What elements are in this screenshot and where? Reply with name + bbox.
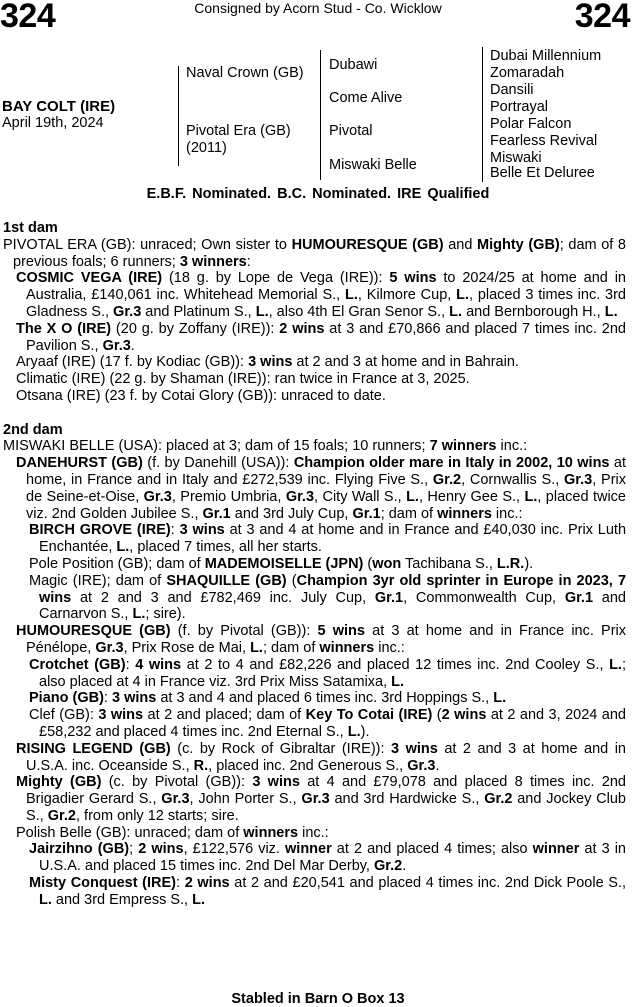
text: , Henry Gee S., (418, 488, 525, 505)
pedigree-entry (16, 270, 626, 320)
bold-text: Gr.1 (564, 589, 594, 606)
text: to 2024/25 at home and in Australia, £140,061 inc. Whitehead Memorial S., (26, 270, 626, 304)
text: Tachibana S., (401, 555, 497, 572)
bold-text: R. (193, 757, 209, 774)
pedigree-entry (16, 388, 626, 405)
horse-dob: April 19th, 2024 (2, 115, 104, 131)
bold-text: L. (344, 287, 358, 304)
text: and Bernborough H., (462, 303, 605, 320)
pedigree-entry (16, 741, 626, 775)
text: and 3rd Empress S., (51, 891, 193, 908)
pedigree-divider (178, 66, 179, 166)
text: , Cornwallis S., (461, 471, 565, 488)
text: Climatic (IRE) (22 g. by Shaman (IRE)): ran twice in France at 3, 2025. (16, 371, 470, 388)
lot-number-right: 324 (574, 0, 630, 35)
text: : (170, 522, 180, 539)
bold-text: Jairzihno (GB) (29, 841, 130, 858)
text: , Premio Umbria, (171, 488, 286, 505)
nominations: E.B.F. Nominated. B.C. Nominated. IRE Qualified (146, 186, 490, 202)
bold-text: 3 wins (179, 522, 225, 539)
pedigree-entry (29, 573, 626, 623)
text: : (125, 656, 136, 673)
bold-text: 2 wins (279, 320, 325, 337)
bold-text: Gr.2 (47, 807, 76, 824)
bold-text: L. (192, 891, 206, 908)
pedigree-entry (16, 455, 626, 522)
text: at 3 in U.S.A. and placed 15 times inc. 2nd Del Mar Derby, (39, 841, 626, 875)
bold-text: BIRCH GROVE (IRE) (29, 522, 171, 539)
text: at 3 and 4 and placed 6 times inc. 3rd Hoppings S., (156, 690, 494, 707)
bold-text: L. (391, 673, 405, 690)
text: , Prix Rose de Mai, (123, 639, 251, 656)
pedigree-entry (16, 774, 626, 824)
bold-text: Gr.2 (484, 791, 513, 808)
text: Clef (GB): (29, 707, 99, 724)
bold-text: Mighty (GB) (477, 236, 560, 253)
bold-text: HUMOURESQUE (GB) (291, 236, 444, 253)
text: , £122,576 viz. (183, 841, 286, 858)
text: ). (360, 723, 370, 740)
pedigree-entry (16, 825, 626, 842)
text: ; (129, 841, 139, 858)
bold-text: Champion older mare in Italy in 2002, 10 wins (293, 455, 610, 472)
bold-text: L.R. (496, 555, 525, 572)
bold-text: MADEMOISELLE (JPN) (204, 555, 364, 572)
bold-text: winner (285, 841, 332, 858)
text: ; sire). (145, 606, 186, 623)
bold-text: L. (116, 539, 130, 556)
pedigree-sire: Naval Crown (GB) (186, 65, 304, 81)
text: (f. by Pivotal (GB)): (170, 623, 318, 640)
bold-text: The X O (IRE) (16, 320, 112, 337)
bold-text: 3 wins (111, 690, 157, 707)
text: at home, in France and in Italy and £272,539 inc. Flying Five S., (26, 455, 626, 488)
pedigree-dam: Pivotal Era (GB) (2011) (186, 123, 291, 156)
text: (f. by Danehill (USA)): (142, 455, 294, 472)
text: (c. by Rock of Gibraltar (IRE)): (170, 740, 392, 757)
pedigree-sire-dam: Come Alive (329, 90, 403, 106)
bold-text: 5 wins (317, 623, 365, 640)
pedigree-entry (16, 623, 626, 657)
bold-text: L. (524, 488, 538, 505)
text: , placed 3 times inc. 3rd Gladness S., (26, 287, 626, 320)
text: : (246, 253, 251, 270)
text: at 2 and placed; dam of (143, 707, 306, 724)
stabling-info: Stabled in Barn O Box 13 (231, 991, 405, 1007)
bold-text: 2 wins (441, 707, 487, 724)
bold-text: won (372, 555, 402, 572)
text: ; dam of (380, 505, 438, 522)
bold-text: Gr.1 (374, 589, 404, 606)
text: at 2 and 3 and £782,469 inc. July Cup, (71, 589, 375, 606)
pedigree-entry (29, 875, 626, 909)
text: at 2 and £20,541 and placed 4 times inc. 2nd Dick Poole S., (229, 875, 627, 892)
bold-text: RISING LEGEND (GB) (16, 740, 171, 757)
text: at 2 and 3, 2024 and £58,232 and placed 4 times inc. 2nd Eternal S., (39, 707, 626, 740)
horse-name: BAY COLT (IRE) (2, 98, 116, 115)
bold-text: 2 wins (184, 875, 230, 892)
bold-text: DANEHURST (GB) (16, 455, 143, 472)
text: PIVOTAL ERA (GB): unraced; Own sister to (3, 236, 292, 253)
text: . (130, 337, 135, 354)
text: . (402, 858, 407, 875)
bold-text: Champion 3yr old sprinter in Europe in 2023, 7 wins (39, 572, 627, 606)
bold-text: Gr.2 (374, 858, 403, 875)
pedigree-entry (29, 841, 626, 875)
pedigree-g3: Polar Falcon (490, 116, 572, 132)
bold-text: L. (132, 606, 146, 623)
bold-text: COSMIC VEGA (IRE) (16, 270, 163, 287)
bold-text: L. (456, 287, 469, 304)
pedigree-entry (29, 657, 626, 691)
text: at 2 and placed 4 times; also (331, 841, 533, 858)
bold-text: 3 wins (391, 740, 438, 757)
text: Pole Position (GB); dam of (29, 555, 205, 572)
bold-text: winner (532, 841, 580, 858)
bold-text: L. (449, 303, 463, 320)
pedigree-sire-sire: Dubawi (329, 57, 378, 73)
bold-text: 3 wins (98, 707, 144, 724)
bold-text: winners (243, 824, 299, 841)
pedigree-entry (29, 690, 626, 707)
text: at 3 at home and in France inc. Prix Pénélope, (26, 623, 627, 656)
text: : (176, 875, 185, 892)
pedigree-dam-sire: Pivotal (329, 123, 373, 139)
bold-text: Mighty (GB) (16, 774, 102, 791)
text: Magic (IRE); dam of (29, 572, 167, 589)
bold-text: 5 wins (389, 270, 437, 287)
text: , Prix de Seine-et-Oise, (26, 471, 626, 505)
pedigree-g3: Portrayal (490, 99, 549, 115)
text: , placed twice viz. 2nd Golden Jubilee S., (26, 488, 626, 522)
bold-text: winners (319, 639, 375, 656)
bold-text: Gr.1 (352, 505, 381, 522)
bold-text: L. (604, 303, 618, 320)
text: ( (286, 572, 297, 589)
bold-text: 4 wins (135, 656, 182, 673)
bold-text: Gr.3 (301, 791, 330, 808)
bold-text: Gr.3 (161, 791, 190, 808)
text: at 2 and 3 at home and in Bahrain. (292, 354, 519, 371)
pedigree-notes (3, 220, 626, 909)
text: at 2 to 4 and £82,226 and placed 12 times inc. 2nd Cooley S., (181, 656, 610, 673)
pedigree-g3: Fearless Revival (490, 133, 598, 149)
bold-text: L. (406, 488, 419, 505)
pedigree-entry (16, 371, 626, 388)
pedigree-entry (29, 556, 626, 573)
text: ; dam of (262, 639, 320, 656)
text: and 3rd July Cup, (230, 505, 353, 522)
text: (c. by Pivotal (GB)): (101, 774, 253, 791)
bold-text: Piano (GB) (29, 690, 104, 707)
text: at 3 and 4 at home and in France and £40,030 inc. Prix Luth Enchantée, (39, 522, 627, 556)
pedigree-g3: Zomaradah (490, 65, 565, 81)
text: and 3rd Hardwicke S., (329, 791, 485, 808)
bold-text: 3 wins (248, 354, 293, 371)
bold-text: L. (347, 723, 361, 740)
text: , placed 7 times, all her starts. (129, 539, 322, 556)
text: , City Wall S., (314, 488, 407, 505)
pedigree-g3: Dansili (490, 82, 534, 98)
pedigree-g3: Belle Et Deluree (490, 165, 595, 181)
text: Aryaaf (IRE) (17 f. by Kodiac (GB)): (16, 354, 249, 371)
pedigree-divider (482, 47, 483, 182)
text: inc.: (374, 639, 405, 656)
bold-text: Gr.3 (285, 488, 315, 505)
bold-text: Gr.1 (202, 505, 231, 522)
pedigree-dam-dam: Miswaki Belle (329, 157, 417, 173)
bold-text: 3 wins (252, 774, 300, 791)
text: : (103, 690, 112, 707)
section-gap (3, 405, 626, 422)
consignor: Consigned by Acorn Stud - Co. Wicklow (194, 0, 442, 16)
text: and Jockey Club S., (26, 791, 626, 824)
text: inc.: (491, 505, 523, 522)
bold-text: Crotchet (GB) (29, 656, 126, 673)
pedigree-g3: Dubai Millennium (490, 48, 602, 64)
section-heading: 2nd dam (3, 421, 63, 438)
bold-text: Gr.2 (432, 471, 462, 488)
pedigree-entry (3, 438, 626, 455)
text: at 3 and £70,866 and placed 7 times inc. 2nd Pavilion S., (26, 320, 626, 354)
bold-text: Gr.3 (407, 757, 436, 774)
text: ). (524, 555, 534, 572)
text: , from only 12 starts; sire. (75, 807, 239, 824)
bold-text: Gr.3 (113, 303, 142, 320)
bold-text: 2 wins (138, 841, 184, 858)
lot-number-left: 324 (0, 0, 56, 35)
bold-text: 3 winners (179, 253, 247, 270)
text: , placed inc. 2nd Generous S., (208, 757, 408, 774)
text: inc.: (496, 438, 528, 455)
text: and Platinum S., (141, 303, 256, 320)
text: MISWAKI BELLE (USA): placed at 3; dam of 15 foals; 10 runners; (3, 438, 430, 455)
text: . (435, 757, 440, 774)
text: ( (363, 555, 373, 572)
pedigree-entry (29, 522, 626, 556)
text: and Carnarvon S., (39, 589, 626, 623)
text: ; also placed at 4 in France viz. 3rd Prix Miss Satamixa, (39, 656, 626, 690)
pedigree-divider (320, 50, 321, 180)
section-heading: 1st dam (3, 220, 58, 236)
bold-text: L. (255, 303, 269, 320)
bold-text: Gr.3 (143, 488, 172, 505)
bold-text: HUMOURESQUE (GB) (16, 623, 171, 640)
text: ( (432, 707, 442, 724)
pedigree-entry (16, 354, 626, 371)
text: (20 g. by Zoffany (IRE)): (111, 320, 280, 337)
text: at 4 and £79,078 and placed 8 times inc. 2nd Brigadier Gerard S., (26, 774, 626, 808)
bold-text: Misty Conquest (IRE) (29, 875, 177, 892)
text: , Commonwealth Cup, (403, 589, 565, 606)
text: , also 4th El Gran Senor S., (268, 303, 450, 320)
bold-text: L. (250, 639, 263, 656)
bold-text: 7 winners (429, 438, 497, 455)
pedigree-entry (29, 707, 626, 741)
text: and (443, 236, 478, 253)
text: at 2 and 3 at home and in U.S.A. inc. Oceanside S., (26, 740, 626, 774)
bold-text: SHAQUILLE (GB) (166, 572, 287, 589)
text: (18 g. by Lope de Vega (IRE)): (162, 270, 390, 287)
bold-text: L. (609, 656, 622, 673)
text: Polish Belle (GB): unraced; dam of (16, 824, 244, 841)
text: ; dam of 8 previous foals; 6 runners; (13, 236, 626, 270)
pedigree-entry (3, 237, 626, 271)
bold-text: L. (39, 891, 52, 908)
text: , John Porter S., (189, 791, 302, 808)
bold-text: Gr.3 (102, 337, 131, 354)
text: Otsana (IRE) (23 f. by Cotai Glory (GB)): unraced to date. (16, 387, 386, 404)
pedigree-g3: Miswaki (490, 150, 542, 166)
bold-text: winners (437, 505, 492, 522)
bold-text: Gr.3 (564, 471, 593, 488)
bold-text: Gr.3 (95, 639, 124, 656)
text: inc.: (298, 824, 329, 841)
bold-text: L. (493, 690, 507, 707)
text: , Kilmore Cup, (357, 287, 457, 304)
bold-text: Key To Cotai (IRE) (305, 707, 433, 724)
pedigree-entry (16, 321, 626, 355)
